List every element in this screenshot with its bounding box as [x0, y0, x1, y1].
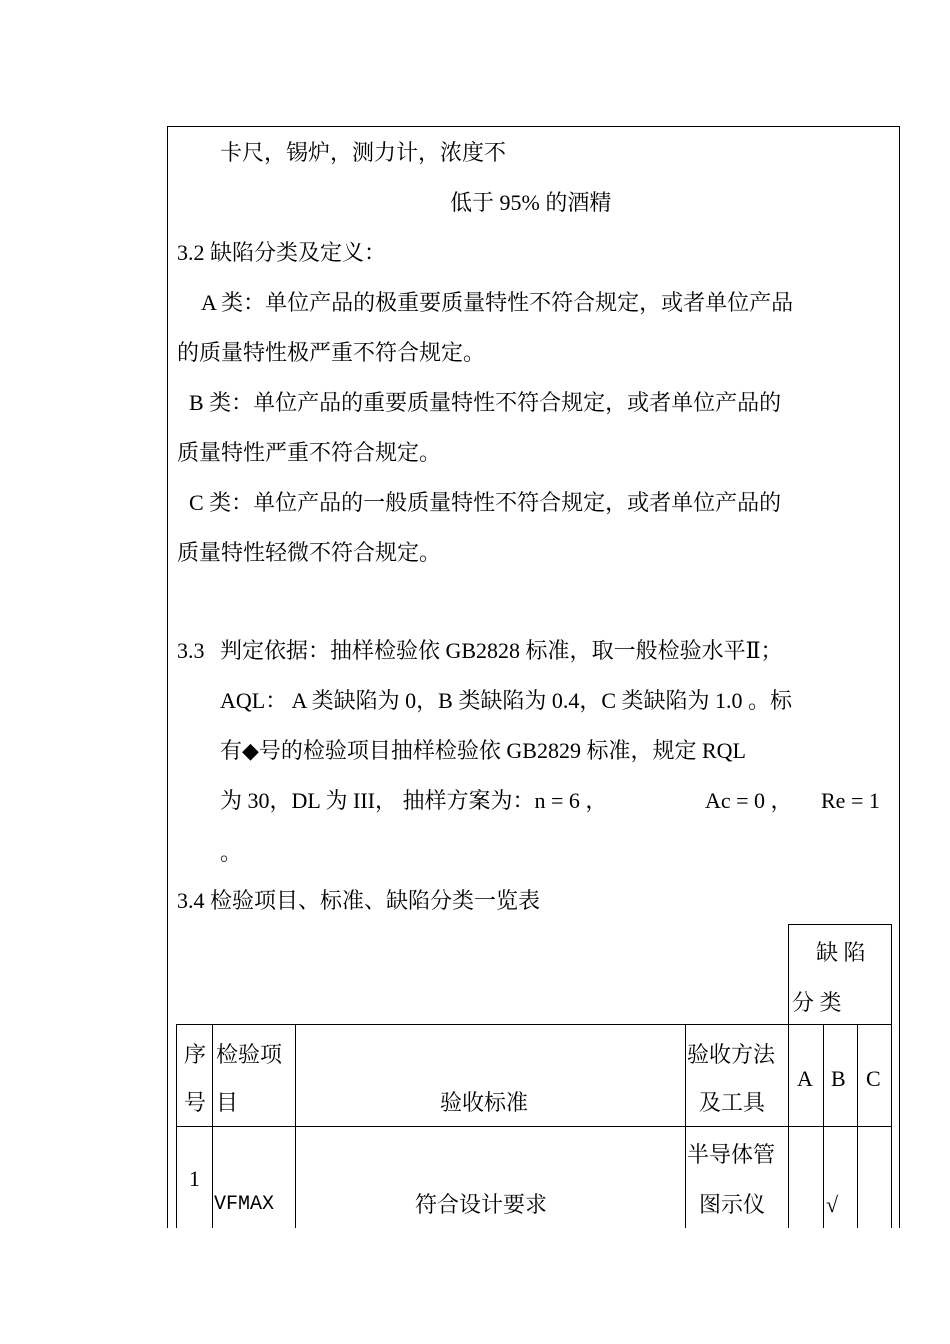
section-3-3-number: 3.3 — [177, 638, 205, 663]
header-class-b: B — [831, 1066, 846, 1091]
header-seq-line-1: 序 — [184, 1042, 207, 1067]
table-right-border — [891, 924, 892, 1228]
section-3-2-heading: 3.2 缺陷分类及定义： — [177, 240, 387, 265]
header-standard: 验收标准 — [440, 1090, 529, 1115]
defect-class-header-line-2: 分 类 — [792, 990, 842, 1015]
section-3-3-line-4c: Re = 1 — [821, 788, 880, 813]
table-header-bottom — [176, 1126, 892, 1127]
tools-line-2: 低于 95% 的酒精 — [450, 190, 612, 215]
header-method-line-2: 及工具 — [699, 1090, 766, 1115]
class-a-definition-line-2: 的质量特性极严重不符合规定。 — [177, 340, 486, 365]
header-class-c: C — [866, 1066, 881, 1091]
header-item-line-2: 目 — [216, 1090, 239, 1115]
section-3-3-line-2: AQL： A 类缺陷为 0，B 类缺陷为 0.4，C 类缺陷为 1.0 。标 — [220, 688, 793, 713]
table-col-a-left — [788, 924, 789, 1228]
table-left-border — [176, 1024, 177, 1228]
header-method-line-1: 验收方法 — [687, 1042, 776, 1067]
class-c-definition-line-1: C 类：单位产品的一般质量特性不符合规定，或者单位产品的 — [189, 490, 782, 515]
row-1-item: VFMAX — [214, 1193, 275, 1216]
class-b-definition-line-2: 质量特性严重不符合规定。 — [177, 440, 442, 465]
class-a-definition-line-1: A 类：单位产品的极重要质量特性不符合规定，或者单位产品 — [201, 290, 794, 315]
row-1-standard: 符合设计要求 — [415, 1192, 548, 1217]
class-b-definition-line-1: B 类：单位产品的重要质量特性不符合规定，或者单位产品的 — [189, 390, 782, 415]
section-3-3-line-4a: 为 30，DL 为 III， 抽样方案为：n = 6 ， — [220, 788, 608, 813]
header-seq-line-2: 号 — [184, 1090, 207, 1115]
class-c-definition-line-2: 质量特性轻微不符合规定。 — [177, 540, 442, 565]
table-col-method-left — [685, 1024, 686, 1228]
table-col-b-left — [823, 1024, 824, 1228]
defect-class-header-line-1: 缺 陷 — [816, 940, 866, 965]
section-3-3-line-1: 判定依据：抽样检验依 GB2828 标准，取一般检验水平Ⅱ； — [220, 638, 783, 663]
tools-line-1: 卡尺，锡炉，测力计，浓度不 — [220, 140, 507, 165]
table-defect-header-top — [788, 924, 892, 925]
table-col-c-left — [857, 1024, 858, 1228]
table-col-standard-left — [295, 1024, 296, 1228]
section-3-3-line-3: 有◆号的检验项目抽样检验依 GB2829 标准，规定 RQL — [220, 738, 746, 763]
row-1-method-line-2: 图示仪 — [699, 1192, 766, 1217]
header-item-line-1: 检验项 — [216, 1042, 283, 1067]
table-col-item-left — [212, 1024, 213, 1228]
row-1-method-line-1: 半导体管 — [687, 1142, 776, 1167]
header-class-a: A — [797, 1066, 813, 1091]
row-1-seq: 1 — [189, 1166, 200, 1191]
section-3-3-line-5: 。 — [220, 840, 243, 865]
section-3-3-line-4b: Ac = 0 ， — [705, 788, 793, 813]
row-1-class-b-check: √ — [826, 1192, 839, 1217]
section-3-4-heading: 3.4 检验项目、标准、缺陷分类一览表 — [177, 888, 541, 913]
table-header-top — [176, 1024, 892, 1025]
